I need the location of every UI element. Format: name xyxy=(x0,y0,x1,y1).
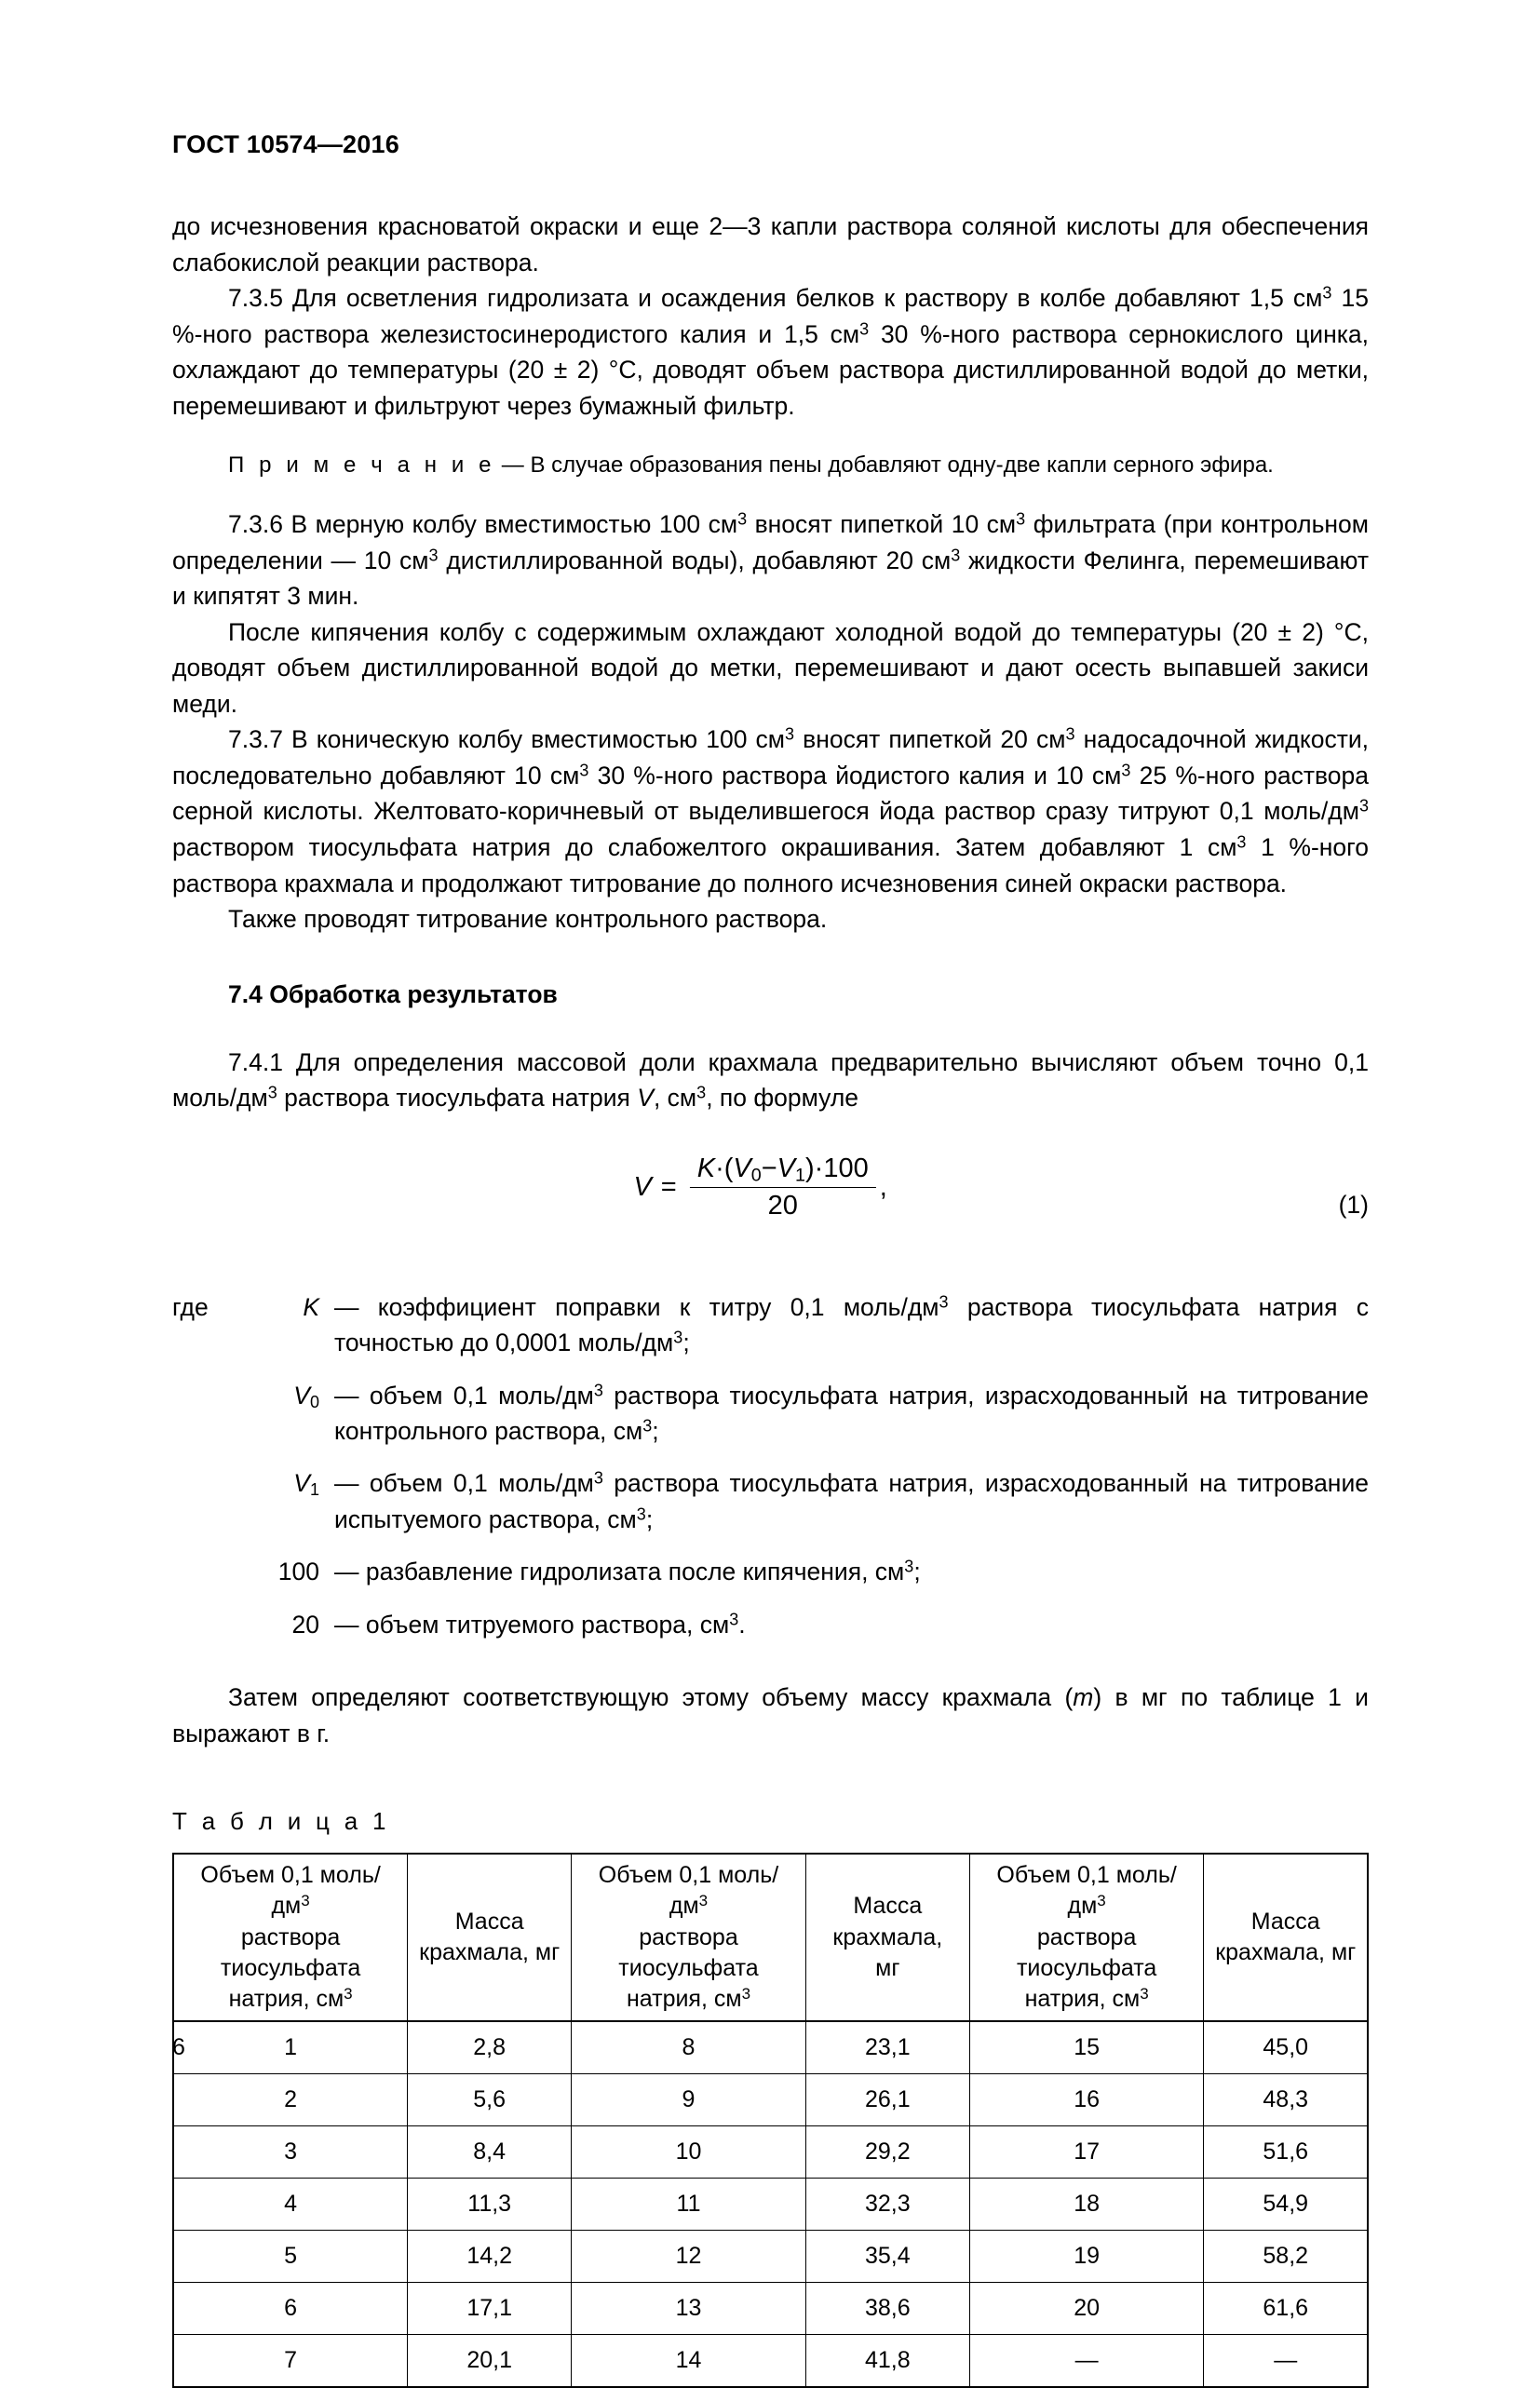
variable-v: V xyxy=(637,1084,654,1113)
formula-k: K xyxy=(696,1153,716,1183)
definition-part-a: — объем 0,1 моль/дм xyxy=(334,1381,594,1410)
column-header-mass-1 xyxy=(408,1854,572,2021)
formula-v0-subscript: 0 xyxy=(750,1165,762,1186)
superscript-3: 3 xyxy=(673,1328,683,1347)
table-cell: 10 xyxy=(572,2126,806,2179)
where-row xyxy=(172,1378,1369,1450)
table-cell: 14 xyxy=(572,2335,806,2388)
superscript-3: 3 xyxy=(1016,509,1026,529)
symbol-text: V xyxy=(293,1381,310,1410)
superscript-3: 3 xyxy=(636,1504,646,1524)
table-cell: 17,1 xyxy=(408,2283,572,2335)
p741-a: 7.4.1 Для определения массовой доли крахмала предварительно вычисляют объем точно 0,1 моль/дм xyxy=(172,1047,1369,1113)
superscript-3: 3 xyxy=(1121,761,1131,780)
p736-b: вносят пипеткой 10 см xyxy=(754,510,1017,539)
definition-part-c: . xyxy=(738,1610,746,1639)
table-row xyxy=(173,2283,1368,2335)
p736-d: дистиллированной воды), добавляют 20 см xyxy=(446,546,952,574)
header-line-3: натрия, см xyxy=(228,1986,344,2013)
superscript-3: 3 xyxy=(344,1985,353,2003)
formula-v0: V xyxy=(733,1153,751,1183)
table-cell: 8,4 xyxy=(408,2126,572,2179)
definition-part-a: — коэффициент поправки к титру 0,1 моль/дм xyxy=(334,1292,939,1321)
superscript-3: 3 xyxy=(1140,1985,1149,2003)
spacer xyxy=(172,482,1369,506)
variable-m: m xyxy=(1073,1683,1094,1712)
table-cell: 19 xyxy=(969,2231,1204,2283)
symbol-subscript: 0 xyxy=(309,1392,319,1411)
formula-numerator xyxy=(690,1154,876,1187)
formula-v1: V xyxy=(777,1153,796,1183)
table-row xyxy=(173,2231,1368,2283)
formula-trailing-comma: , xyxy=(879,1171,887,1202)
intro-line-2: слабокислой реакции раствора. xyxy=(172,248,539,277)
table-cell: 51,6 xyxy=(1204,2126,1368,2179)
superscript-3: 3 xyxy=(428,545,439,564)
p737-c: надосадочной жидкости, последовательно добавляют 10 см xyxy=(172,725,1369,789)
table-cell: 15 xyxy=(969,2021,1204,2074)
page-number: 6 xyxy=(172,2034,185,2060)
where-symbol xyxy=(239,1554,334,1589)
formula-block xyxy=(172,1154,1369,1254)
table-cell: 11,3 xyxy=(408,2179,572,2231)
note-block xyxy=(228,450,1369,482)
table-row xyxy=(173,2074,1368,2126)
header-line-1: Объем 0,1 моль/дм xyxy=(996,1862,1177,1920)
p741-d: , см xyxy=(653,1084,697,1113)
table-cell: 11 xyxy=(572,2179,806,2231)
table-cell: 9 xyxy=(572,2074,806,2126)
starch-mass-table xyxy=(172,1853,1369,2388)
superscript-3: 3 xyxy=(951,545,961,564)
where-definition xyxy=(334,1378,1369,1450)
definition-part-c: ; xyxy=(645,1504,654,1533)
table-cell: 45,0 xyxy=(1204,2021,1368,2074)
definition-part-a: — объем титруемого раствора, см xyxy=(334,1610,730,1639)
table-row xyxy=(173,2335,1368,2388)
superscript-3: 3 xyxy=(267,1083,277,1102)
superscript-3: 3 xyxy=(729,1610,739,1629)
formula-fraction xyxy=(690,1154,876,1221)
paragraph-7-3-6 xyxy=(172,506,1369,614)
table-cell: 54,9 xyxy=(1204,2179,1368,2231)
table-cell: 6 xyxy=(173,2283,408,2335)
symbol-text: 20 xyxy=(291,1610,319,1639)
where-row xyxy=(172,1554,1369,1589)
table-cell: 13 xyxy=(572,2283,806,2335)
table-cell: 12 xyxy=(572,2231,806,2283)
where-symbol xyxy=(239,1465,334,1501)
symbol-subscript: 1 xyxy=(309,1480,319,1500)
column-header-volume-1 xyxy=(173,1854,408,2021)
where-definition xyxy=(334,1554,1369,1589)
table-cell: 18 xyxy=(969,2179,1204,2231)
table-cell: 2,8 xyxy=(408,2021,572,2074)
table-cell: 32,3 xyxy=(805,2179,969,2231)
formula-lhs: V xyxy=(633,1171,652,1202)
table-cell: 14,2 xyxy=(408,2231,572,2283)
table-cell: 20,1 xyxy=(408,2335,572,2388)
paragraph-table-reference xyxy=(172,1680,1369,1751)
header-line-1: Объем 0,1 моль/дм xyxy=(200,1862,381,1920)
page-content xyxy=(172,0,1369,2388)
definition-part-a: — разбавление гидролизата после кипячения, см xyxy=(334,1558,905,1586)
definition-part-b: раствора тиосульфата натрия с точностью до 0,0001 моль/дм xyxy=(334,1292,1369,1357)
header-line-1: Масса xyxy=(454,1909,524,1936)
definition-part-c: ; xyxy=(682,1329,690,1357)
document-standard-number: ГОСТ 10574—2016 xyxy=(172,130,399,158)
paragraph-7-3-5 xyxy=(172,280,1369,424)
header-line-1: Масса xyxy=(1250,1909,1320,1936)
where-row xyxy=(172,1465,1369,1537)
superscript-3: 3 xyxy=(696,1083,707,1102)
note-text: — В случае образования пены добавляют одну-две капли серного эфира. xyxy=(501,452,1274,479)
header-line-2: раствора тиосульфата xyxy=(1016,1923,1157,1981)
table-intro-b: ) в мг по таблице 1 и выражают в г. xyxy=(172,1683,1369,1747)
table-row xyxy=(173,2126,1368,2179)
superscript-3: 3 xyxy=(593,1468,603,1488)
p736-e: жидкости Фелинга, перемешивают и кипятят 3 мин. xyxy=(172,546,1369,611)
table-cell: 58,2 xyxy=(1204,2231,1368,2283)
paragraph-7-4-1 xyxy=(172,1045,1369,1116)
formula-denominator: 20 xyxy=(767,1190,798,1221)
column-header-volume-3 xyxy=(969,1854,1204,2021)
table-cell: 29,2 xyxy=(805,2126,969,2179)
table-cell: 23,1 xyxy=(805,2021,969,2074)
table-cell: 41,8 xyxy=(805,2335,969,2388)
superscript-3: 3 xyxy=(939,1292,949,1312)
p736-a: 7.3.6 В мерную колбу вместимостью 100 см xyxy=(228,510,738,539)
formula-equals: = xyxy=(660,1171,677,1202)
header-line-2: раствора тиосульфата xyxy=(618,1923,759,1981)
superscript-3: 3 xyxy=(1097,1892,1106,1910)
header-line-3: натрия, см xyxy=(626,1986,742,2013)
table-cell: 3 xyxy=(173,2126,408,2179)
superscript-3: 3 xyxy=(301,1892,310,1910)
note-label: П р и м е ч а н и е xyxy=(228,452,496,479)
definition-part-a: — объем 0,1 моль/дм xyxy=(334,1469,594,1498)
header-line-3: натрия, см xyxy=(1024,1986,1141,2013)
definition-part-c: ; xyxy=(913,1558,921,1586)
table-header xyxy=(173,1854,1368,2021)
superscript-3: 3 xyxy=(1065,724,1075,744)
table-cell: 2 xyxy=(173,2074,408,2126)
where-symbol xyxy=(239,1607,334,1642)
p741-e: , по формуле xyxy=(706,1084,859,1113)
superscript-3: 3 xyxy=(737,509,748,529)
table-cell: 48,3 xyxy=(1204,2074,1368,2126)
table-cell: — xyxy=(969,2335,1204,2388)
header-line-2: крахмала, xyxy=(832,1923,943,1950)
intro-line-1: до исчезновения красноватой окраски и еще 2—3 капли раствора соляной кислоты для обеспечения xyxy=(172,212,1369,240)
superscript-3: 3 xyxy=(904,1557,914,1576)
p736-after: После кипячения колбу с содержимым охлаждают холодной водой до температуры (20 ± 2) °C, доводят объем дистиллированной водой до метки, перемешивают и дают осесть выпавшей закиси меди. xyxy=(172,617,1369,718)
column-header-mass-2 xyxy=(805,1854,969,2021)
column-header-volume-2 xyxy=(572,1854,806,2021)
table-row xyxy=(173,2179,1368,2231)
header-line-1: Объем 0,1 моль/дм xyxy=(598,1862,779,1920)
superscript-3: 3 xyxy=(1236,832,1247,852)
paragraph-control-titration xyxy=(172,901,1369,938)
superscript-3: 3 xyxy=(593,1380,603,1399)
formula-expression xyxy=(633,1154,886,1221)
table-caption: Т а б л и ц а 1 xyxy=(172,1807,390,1836)
paragraph-after-boiling xyxy=(172,614,1369,722)
where-keyword: где xyxy=(172,1292,209,1321)
superscript-3: 3 xyxy=(642,1416,653,1436)
symbol-text: V xyxy=(293,1469,310,1498)
where-definition xyxy=(334,1289,1369,1361)
header-line-3: мг xyxy=(875,1954,900,1981)
definition-part-b: раствора тиосульфата натрия, израсходованный на титрование испытуемого раствора, см xyxy=(334,1469,1369,1533)
p736-c: фильтрата (при контрольном определении — 10 см xyxy=(172,510,1369,574)
superscript-3: 3 xyxy=(579,761,589,780)
paragraph-7-3-7 xyxy=(172,722,1369,901)
table-cell: 5 xyxy=(173,2231,408,2283)
where-symbol xyxy=(239,1289,334,1325)
table-cell: 7 xyxy=(173,2335,408,2388)
formula-100: 100 xyxy=(823,1153,869,1183)
formula-dot-1: · xyxy=(715,1153,724,1183)
p735-mid-1: 15 %-ного раствора железистосинеродистого калия и 1,5 см xyxy=(172,284,1369,348)
superscript-3: 3 xyxy=(859,319,870,338)
table-intro-a: Затем определяют соответствующую этому объему массу крахмала ( xyxy=(228,1683,1074,1712)
table-cell: 26,1 xyxy=(805,2074,969,2126)
where-definition xyxy=(334,1607,1369,1642)
table-cell: 1 xyxy=(173,2021,408,2074)
where-row xyxy=(172,1289,1369,1361)
p741-b: раствора тиосульфата натрия xyxy=(284,1084,638,1113)
superscript-3: 3 xyxy=(1358,796,1369,816)
section-heading-7-4: 7.4 Обработка результатов xyxy=(228,979,558,1008)
definition-part-c: ; xyxy=(652,1417,659,1445)
p737-a: 7.3.7 В коническую колбу вместимостью 100 см xyxy=(228,725,785,754)
column-header-mass-3 xyxy=(1204,1854,1368,2021)
table-cell: 61,6 xyxy=(1204,2283,1368,2335)
p735-prefix: 7.3.5 Для осветления гидролизата и осаждения белков к раствору в колбе добавляют 1,5 см xyxy=(228,284,1323,313)
symbol-text: 100 xyxy=(277,1558,319,1586)
formula-paren-open: ( xyxy=(723,1153,734,1183)
superscript-3: 3 xyxy=(785,724,795,744)
table-cell: 38,6 xyxy=(805,2283,969,2335)
table-cell: 35,4 xyxy=(805,2231,969,2283)
table-cell: 16 xyxy=(969,2074,1204,2126)
where-symbol xyxy=(239,1378,334,1413)
formula-paren-close: ) xyxy=(804,1153,815,1183)
p737-last: Также проводят титрование контрольного раствора. xyxy=(228,905,828,934)
definition-part-b: раствора тиосульфата натрия, израсходованный на титрование контрольного раствора, см xyxy=(334,1381,1369,1445)
table-cell: 8 xyxy=(572,2021,806,2074)
table-row xyxy=(173,2021,1368,2074)
table-cell: 20 xyxy=(969,2283,1204,2335)
superscript-3: 3 xyxy=(1322,283,1332,303)
where-definitions-list xyxy=(172,1289,1369,1642)
p737-e: 25 %-ного раствора серной кислоты. Желтовато-коричневый от выделившегося йода раствор сразу титруют 0,1 моль/дм xyxy=(172,761,1369,826)
p737-f: раствором тиосульфата натрия до слабожелтого окрашивания. Затем добавляют 1 см xyxy=(172,833,1237,861)
p737-b: вносят пипеткой 20 см xyxy=(803,725,1066,754)
table-body xyxy=(173,2021,1368,2387)
formula-dot-2: · xyxy=(814,1153,824,1183)
table-cell: 5,6 xyxy=(408,2074,572,2126)
header-line-2: крахмала, мг xyxy=(419,1939,561,1966)
header-line-2: крахмала, мг xyxy=(1215,1939,1357,1966)
p735-mid-2: 30 %-ного раствора сернокислого цинка, охлаждают до температуры (20 ± 2) °C, доводят объем раствора дистиллированной водой до метки, перемешивают и фильтруют через бумажный фильтр. xyxy=(172,319,1369,420)
formula-number: (1) xyxy=(1338,1190,1369,1219)
p737-g: 1 %-ного раствора крахмала и продолжают титрование до полного исчезновения синей окраски раствора. xyxy=(172,833,1369,897)
superscript-3: 3 xyxy=(698,1892,709,1910)
table-header-row xyxy=(173,1854,1368,2021)
where-row xyxy=(172,1607,1369,1642)
paragraph-continued-intro xyxy=(172,209,1369,280)
header-line-2: раствора тиосульфата xyxy=(220,1923,361,1981)
formula-minus: − xyxy=(761,1153,777,1183)
table-cell: 17 xyxy=(969,2126,1204,2179)
symbol-text: K xyxy=(303,1292,319,1321)
table-cell: — xyxy=(1204,2335,1368,2388)
superscript-3: 3 xyxy=(741,1985,751,2003)
table-cell: 4 xyxy=(173,2179,408,2231)
where-definition xyxy=(334,1465,1369,1537)
formula-v1-subscript: 1 xyxy=(795,1165,805,1186)
header-line-1: Масса xyxy=(853,1893,923,1920)
p737-d: 30 %-ного раствора йодистого калия и 10 см xyxy=(597,761,1122,789)
